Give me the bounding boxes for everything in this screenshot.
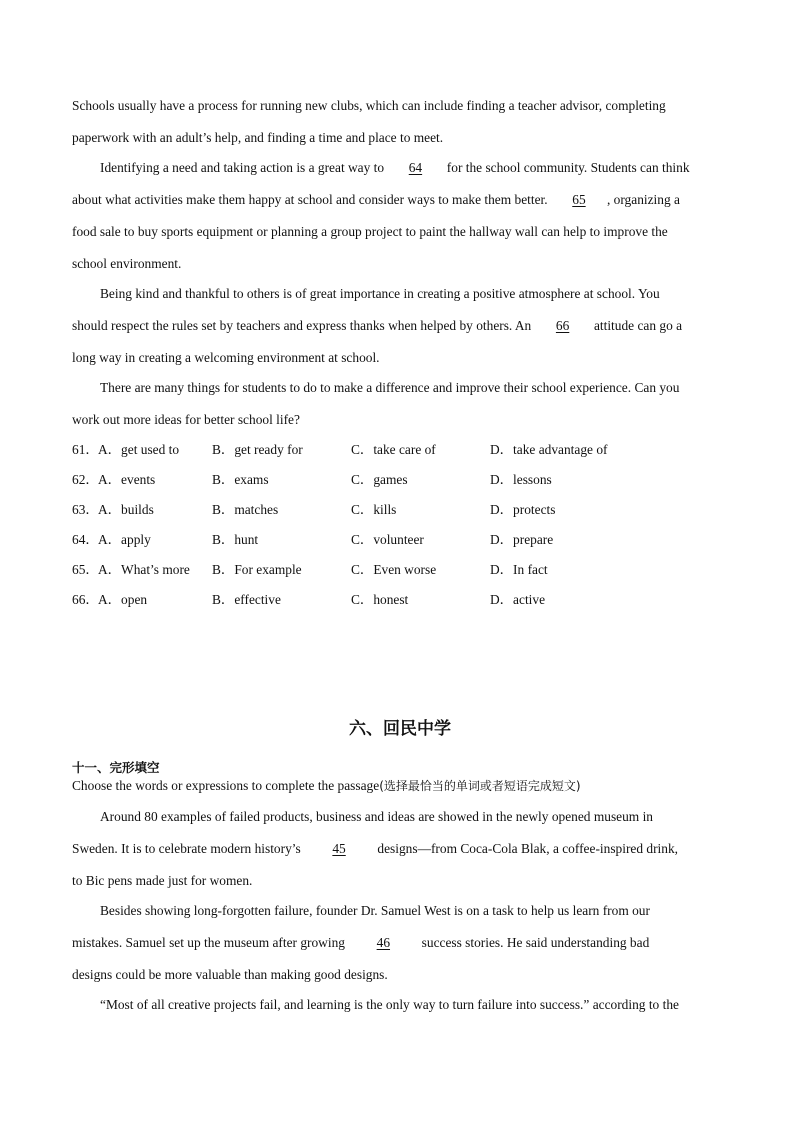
question-number: 62．	[72, 472, 99, 487]
passage-text: for the school community. Students can think	[443, 160, 690, 175]
passage-line: long way in creating a welcoming environment at school.	[72, 350, 380, 365]
passage-line: paperwork with an adult’s help, and finding a time and place to meet.	[72, 130, 444, 145]
passage-line: There are many things for students to do to make a difference and improve their school experience. Can you	[100, 380, 680, 395]
blank-45: 45	[332, 841, 346, 856]
passage-line	[100, 160, 690, 176]
passage-line	[72, 935, 649, 951]
option-c: C．volunteer	[351, 532, 424, 547]
blank-66: 66	[555, 318, 570, 333]
passage-text: mistakes. Samuel set up the museum after growing	[72, 935, 349, 950]
option-c: C．Even worse	[351, 562, 437, 577]
passage-text: about what activities make them happy at school and consider ways to make them better.	[72, 192, 551, 207]
passage-line: Around 80 examples of failed products, business and ideas are showed in the newly opened museum in	[100, 809, 653, 824]
passage-line: school environment.	[72, 256, 182, 271]
option-d: D．prepare	[490, 532, 554, 547]
passage-line	[72, 841, 678, 857]
option-b: B．effective	[212, 592, 281, 607]
option-d: D．protects	[490, 502, 556, 517]
passage-line: work out more ideas for better school life?	[72, 412, 300, 427]
option-c: C．kills	[351, 502, 397, 517]
option-a: A．What’s more	[98, 562, 190, 577]
passage-line: Besides showing long-forgotten failure, founder Dr. Samuel West is on a task to help us learn from our	[100, 903, 650, 918]
passage-line: Schools usually have a process for running new clubs, which can include finding a teacher advisor, completing	[72, 98, 666, 113]
option-d: D．lessons	[490, 472, 552, 487]
option-b: B．matches	[212, 502, 279, 517]
blank-46: 46	[376, 935, 391, 950]
passage-text: , organizing a	[606, 192, 680, 207]
option-c: C．honest	[351, 592, 409, 607]
passage-line: to Bic pens made just for women.	[72, 873, 253, 888]
passage-text: Identifying a need and taking action is a great way to	[100, 160, 388, 175]
option-a: A．apply	[98, 532, 151, 547]
option-b: B．hunt	[212, 532, 259, 547]
option-d: D．In fact	[490, 562, 548, 577]
option-b: B．exams	[212, 472, 269, 487]
option-a: A．events	[98, 472, 156, 487]
option-a: A．builds	[98, 502, 154, 517]
question-number: 64．	[72, 532, 99, 547]
passage-line	[72, 318, 682, 334]
passage-line: designs could be more valuable than making good designs.	[72, 967, 388, 982]
passage-text: success stories. He said understanding bad	[418, 935, 650, 950]
blank-64: 64	[408, 160, 423, 175]
option-d: D．take advantage of	[490, 442, 608, 457]
option-d: D．active	[490, 592, 546, 607]
question-number: 61．	[72, 442, 99, 457]
instruction-line	[72, 778, 581, 794]
passage-line: food sale to buy sports equipment or planning a group project to paint the hallway wall can help to improve the	[72, 224, 668, 239]
question-number: 63．	[72, 502, 99, 517]
option-c: C．games	[351, 472, 408, 487]
question-number: 65．	[72, 562, 99, 577]
instruction-en: Choose the words or expressions to complete the passage	[72, 778, 380, 793]
passage-line	[72, 192, 680, 208]
passage-text: Sweden. It is to celebrate modern history’s	[72, 841, 305, 856]
option-b: B．For example	[212, 562, 302, 577]
option-a: A．open	[98, 592, 148, 607]
option-a: A．get used to	[98, 442, 180, 457]
passage-line: Being kind and thankful to others is of great importance in creating a positive atmosphere at school. You	[100, 286, 660, 301]
passage-text: designs—from Coca-Cola Blak, a coffee-inspired drink,	[374, 841, 678, 856]
instruction-cn: (选择最恰当的单词或者短语完成短文)	[379, 779, 581, 793]
passage-text: attitude can go a	[590, 318, 683, 333]
section-title: 六、回民中学	[349, 719, 451, 739]
passage-text: should respect the rules set by teachers and express thanks when helped by others. An	[72, 318, 535, 333]
option-c: C．take care of	[351, 442, 436, 457]
question-number: 66．	[72, 592, 99, 607]
blank-65: 65	[572, 192, 586, 207]
option-b: B．get ready for	[212, 442, 303, 457]
passage-line: “Most of all creative projects fail, and learning is the only way to turn failure into success.” according to the	[100, 997, 679, 1012]
sub-title: 十一、完形填空	[72, 760, 160, 775]
